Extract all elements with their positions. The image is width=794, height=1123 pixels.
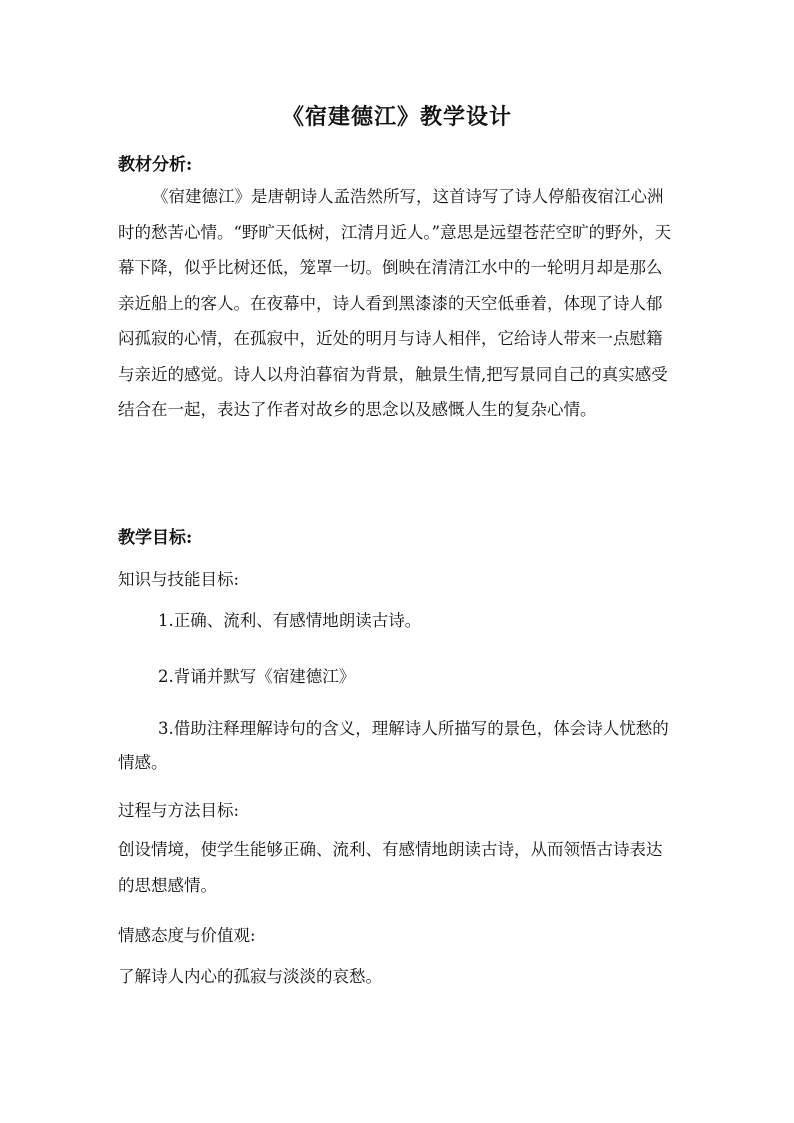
analysis-paragraph-block (118, 179, 678, 428)
analysis-heading: 教材分析: (118, 155, 193, 175)
knowledge-goal-item-3-block (118, 712, 678, 780)
emotion-goals-text: 了解诗人内心的孤寂与淡淡的哀愁。 (118, 967, 382, 986)
process-goals-label: 过程与方法目标: (118, 801, 240, 820)
goals-heading: 教学目标: (118, 528, 193, 548)
emotion-goals-label: 情感态度与价值观: (118, 926, 256, 945)
knowledge-goal-item-3: 3.借助注释理解诗句的含义，理解诗人所描写的景色，体会诗人忧愁的情感。 (118, 719, 669, 772)
process-goals-text: 创设情境，使学生能够正确、流利、有感情地朗读古诗，从而领悟古诗表达的思想感情。 (118, 840, 663, 895)
analysis-paragraph: 《宿建德江》是唐朝诗人孟浩然所写，这首诗写了诗人停船夜宿江心洲时的愁苦心情。“野旷天低树，江清月近人。”意思是远望苍茫空旷的野外，天幕下降，似乎比树还低，笼罩一切。倒映在清清江水中的一轮明月却是那么亲近船上的客人。在夜幕中，诗人看到黑漆漆的天空低垂着，体现了诗人郁闷孤寂的心情，在孤寂中，近处的明月与诗人相伴，它给诗人带来一点慰籍与亲近的感觉。诗人以舟泊暮宿为背景，触景生情,把写景同自己的真实感受结合在一起，表达了作者对故乡的思念以及感慨人生的复杂心情。 (118, 187, 672, 419)
process-goals-block (118, 832, 678, 903)
knowledge-goal-item-2: 2.背诵并默写《宿建德江》 (158, 667, 356, 686)
knowledge-goal-item-1: 1.正确、流利、有感情地朗读古诗。 (158, 611, 422, 630)
document-title: 《宿建德江》教学设计 (281, 104, 512, 130)
knowledge-goals-label: 知识与技能目标: (118, 570, 240, 589)
